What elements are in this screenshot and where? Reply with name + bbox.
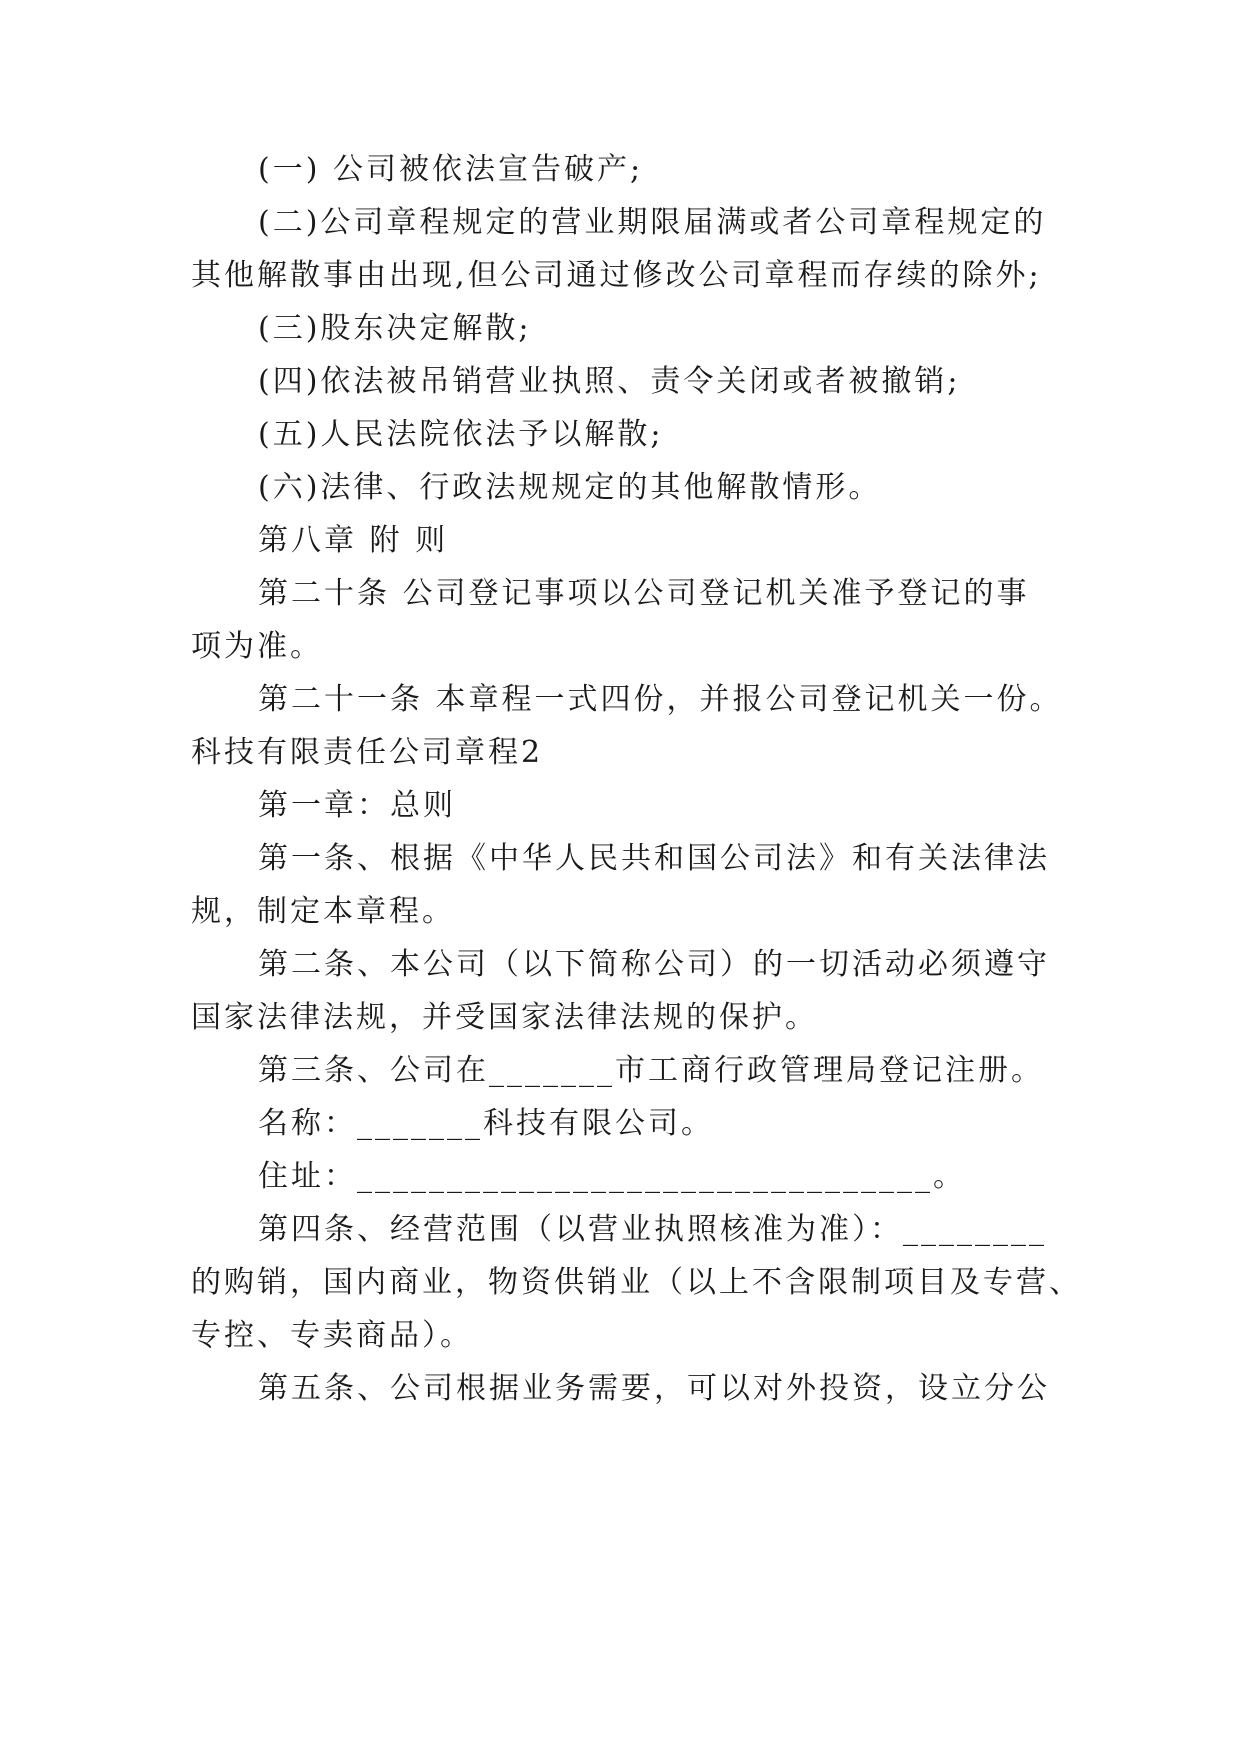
text-line: 第三条、公司在_______市工商行政管理局登记注册。	[258, 1053, 1044, 1088]
text-line: 名称：_______科技有限公司。	[258, 1106, 714, 1141]
text-line: 的购销，国内商业，物资供销业（以上不含限制项目及专营、	[191, 1265, 1082, 1300]
text-line: 其他解散事由出现,但公司通过修改公司章程而存续的除外;	[191, 258, 1042, 293]
text-line: 国家法律法规，并受国家法律法规的保护。	[191, 1000, 818, 1035]
text-line: 规，制定本章程。	[191, 894, 455, 929]
text-line: 第二条、本公司（以下简称公司）的一切活动必须遵守	[258, 947, 1050, 982]
chapter-heading: 第八章 附 则	[258, 523, 449, 558]
text-line: 第一条、根据《中华人民共和国公司法》和有关法律法	[258, 841, 1050, 876]
text-line: (三)股东决定解散;	[258, 311, 532, 346]
text-line: 专控、专卖商品）。	[191, 1318, 473, 1353]
text-line: 第四条、经营范围（以营业执照核准为准）：________	[258, 1212, 1047, 1247]
text-line: (一) 公司被依法宣告破产;	[258, 152, 644, 187]
text-line: 住址：________________________________。	[258, 1159, 966, 1194]
chapter-heading: 第一章：总则	[258, 788, 456, 823]
text-line: 第二十条 公司登记事项以公司登记机关准予登记的事	[258, 576, 1030, 611]
text-line: (二)公司章程规定的营业期限届满或者公司章程规定的	[258, 205, 1047, 240]
document-title: 科技有限责任公司章程2	[191, 735, 544, 770]
text-line: (六)法律、行政法规规定的其他解散情形。	[258, 470, 882, 505]
text-line: (四)依法被吊销营业执照、责令关闭或者被撤销;	[258, 364, 961, 399]
text-line: (五)人民法院依法予以解散;	[258, 417, 664, 452]
text-line: 第五条、公司根据业务需要，可以对外投资，设立分公	[258, 1371, 1050, 1406]
text-line: 第二十一条 本章程一式四份，并报公司登记机关一份。	[258, 682, 1063, 717]
text-line: 项为准。	[191, 629, 323, 664]
